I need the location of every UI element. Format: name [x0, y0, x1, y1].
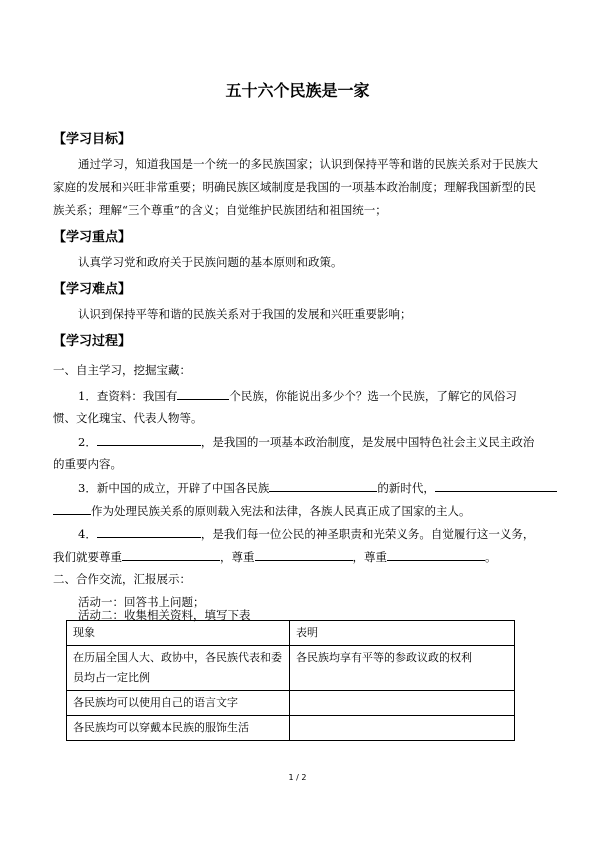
q1-text-c: 惯、文化瑰宝、代表人物等。 [53, 411, 203, 425]
table-row [67, 646, 515, 691]
table-cell: 各民族均可以使用自己的语言文字 [67, 691, 290, 716]
difficulties-text: 认识到保持平等和谐的民族关系对于我国的发展和兴旺重要影响； [78, 307, 412, 321]
table-row [67, 691, 515, 716]
q3-text-c: 作为处理民族关系的原则载入宪法和法律，各族人民真正成了国家的主人。 [91, 504, 471, 518]
question-4 [78, 525, 534, 542]
q4-blank-3[interactable] [255, 548, 353, 561]
key-points-text: 认真学习党和政府关于民族问题的基本原则和政策。 [78, 255, 343, 269]
part2-label: 二、合作交流，汇报展示： [53, 572, 191, 586]
q3-text-a: 3．新中国的成立，开辟了中国各民族 [78, 481, 270, 495]
table-row [67, 716, 515, 741]
heading-goals: 【学习目标】 [53, 132, 132, 147]
question-2 [78, 433, 534, 450]
page-number: 1 / 2 [288, 773, 307, 782]
heading-key-points: 【学习重点】 [53, 230, 132, 245]
q4-text-b: ，是我们每一位公民的神圣职责和光荣义务。自觉履行这一义务， [200, 527, 535, 541]
goals-text: 通过学习，知道我国是一个统一的多民族国家；认识到保持平等和谐的民族关系对于民族大家庭的发展和兴旺非常重要；明确民族区域制度是我国的一项基本政治制度；理解我国新型的民族关系；理解“三个尊重”的含义；自觉维护民族团结和祖国统一； [53, 157, 538, 217]
q1-text-a: 1．查资料：我国有 [78, 389, 178, 403]
q4-blank-1[interactable] [97, 525, 201, 538]
q3-blank-2-cont[interactable] [53, 502, 91, 515]
q2-text-a: 2． [78, 435, 97, 449]
q4-text-c: 我们就要尊重 [53, 550, 122, 564]
q4-text-e: ，尊重 [352, 550, 387, 564]
table-cell-answer[interactable] [290, 716, 515, 741]
question-1 [78, 387, 517, 404]
q2-text-c: 的重要内容。 [53, 457, 122, 471]
q4-blank-4[interactable] [387, 548, 485, 561]
question-3 [78, 479, 557, 496]
table-cell: 各民族均可以穿戴本民族的服饰生活 [67, 716, 290, 741]
q4-line-2 [53, 548, 497, 565]
table-header-phenomenon: 现象 [67, 621, 290, 646]
q4-text-f: 。 [485, 550, 497, 564]
q4-text-d: ，尊重 [220, 550, 255, 564]
q1-text-b: 个民族，你能说出多少个？选一个民族，了解它的风俗习 [229, 389, 517, 403]
q2-blank[interactable] [97, 433, 201, 446]
phenomena-table [66, 620, 515, 741]
part1-label: 一、自主学习，挖掘宝藏： [53, 363, 191, 377]
q4-blank-2[interactable] [122, 548, 220, 561]
q3-line-2 [53, 502, 471, 519]
q3-text-b: 的新时代， [377, 481, 435, 495]
activity-2: 活动二：收集相关资料，填写下表 [78, 608, 251, 622]
table-header-row [67, 621, 515, 646]
activity-1: 活动一：回答书上问题； [78, 595, 205, 609]
table-cell-answer[interactable] [290, 691, 515, 716]
table-cell: 在历届全国人大、政协中，各民族代表和委员均占一定比例 [67, 646, 290, 691]
heading-difficulties: 【学习难点】 [53, 282, 132, 297]
heading-process: 【学习过程】 [53, 334, 132, 349]
q3-blank-2[interactable] [435, 479, 557, 492]
table-cell: 各民族均享有平等的参政议政的权利 [290, 646, 515, 691]
table-header-indicates: 表明 [290, 621, 515, 646]
q2-text-b: ，是我国的一项基本政治制度，是发展中国特色社会主义民主政治 [200, 435, 535, 449]
q3-blank-1[interactable] [269, 479, 377, 492]
page-title: 五十六个民族是一家 [225, 81, 370, 100]
q4-text-a: 4． [78, 527, 97, 541]
q1-blank[interactable] [177, 387, 229, 400]
